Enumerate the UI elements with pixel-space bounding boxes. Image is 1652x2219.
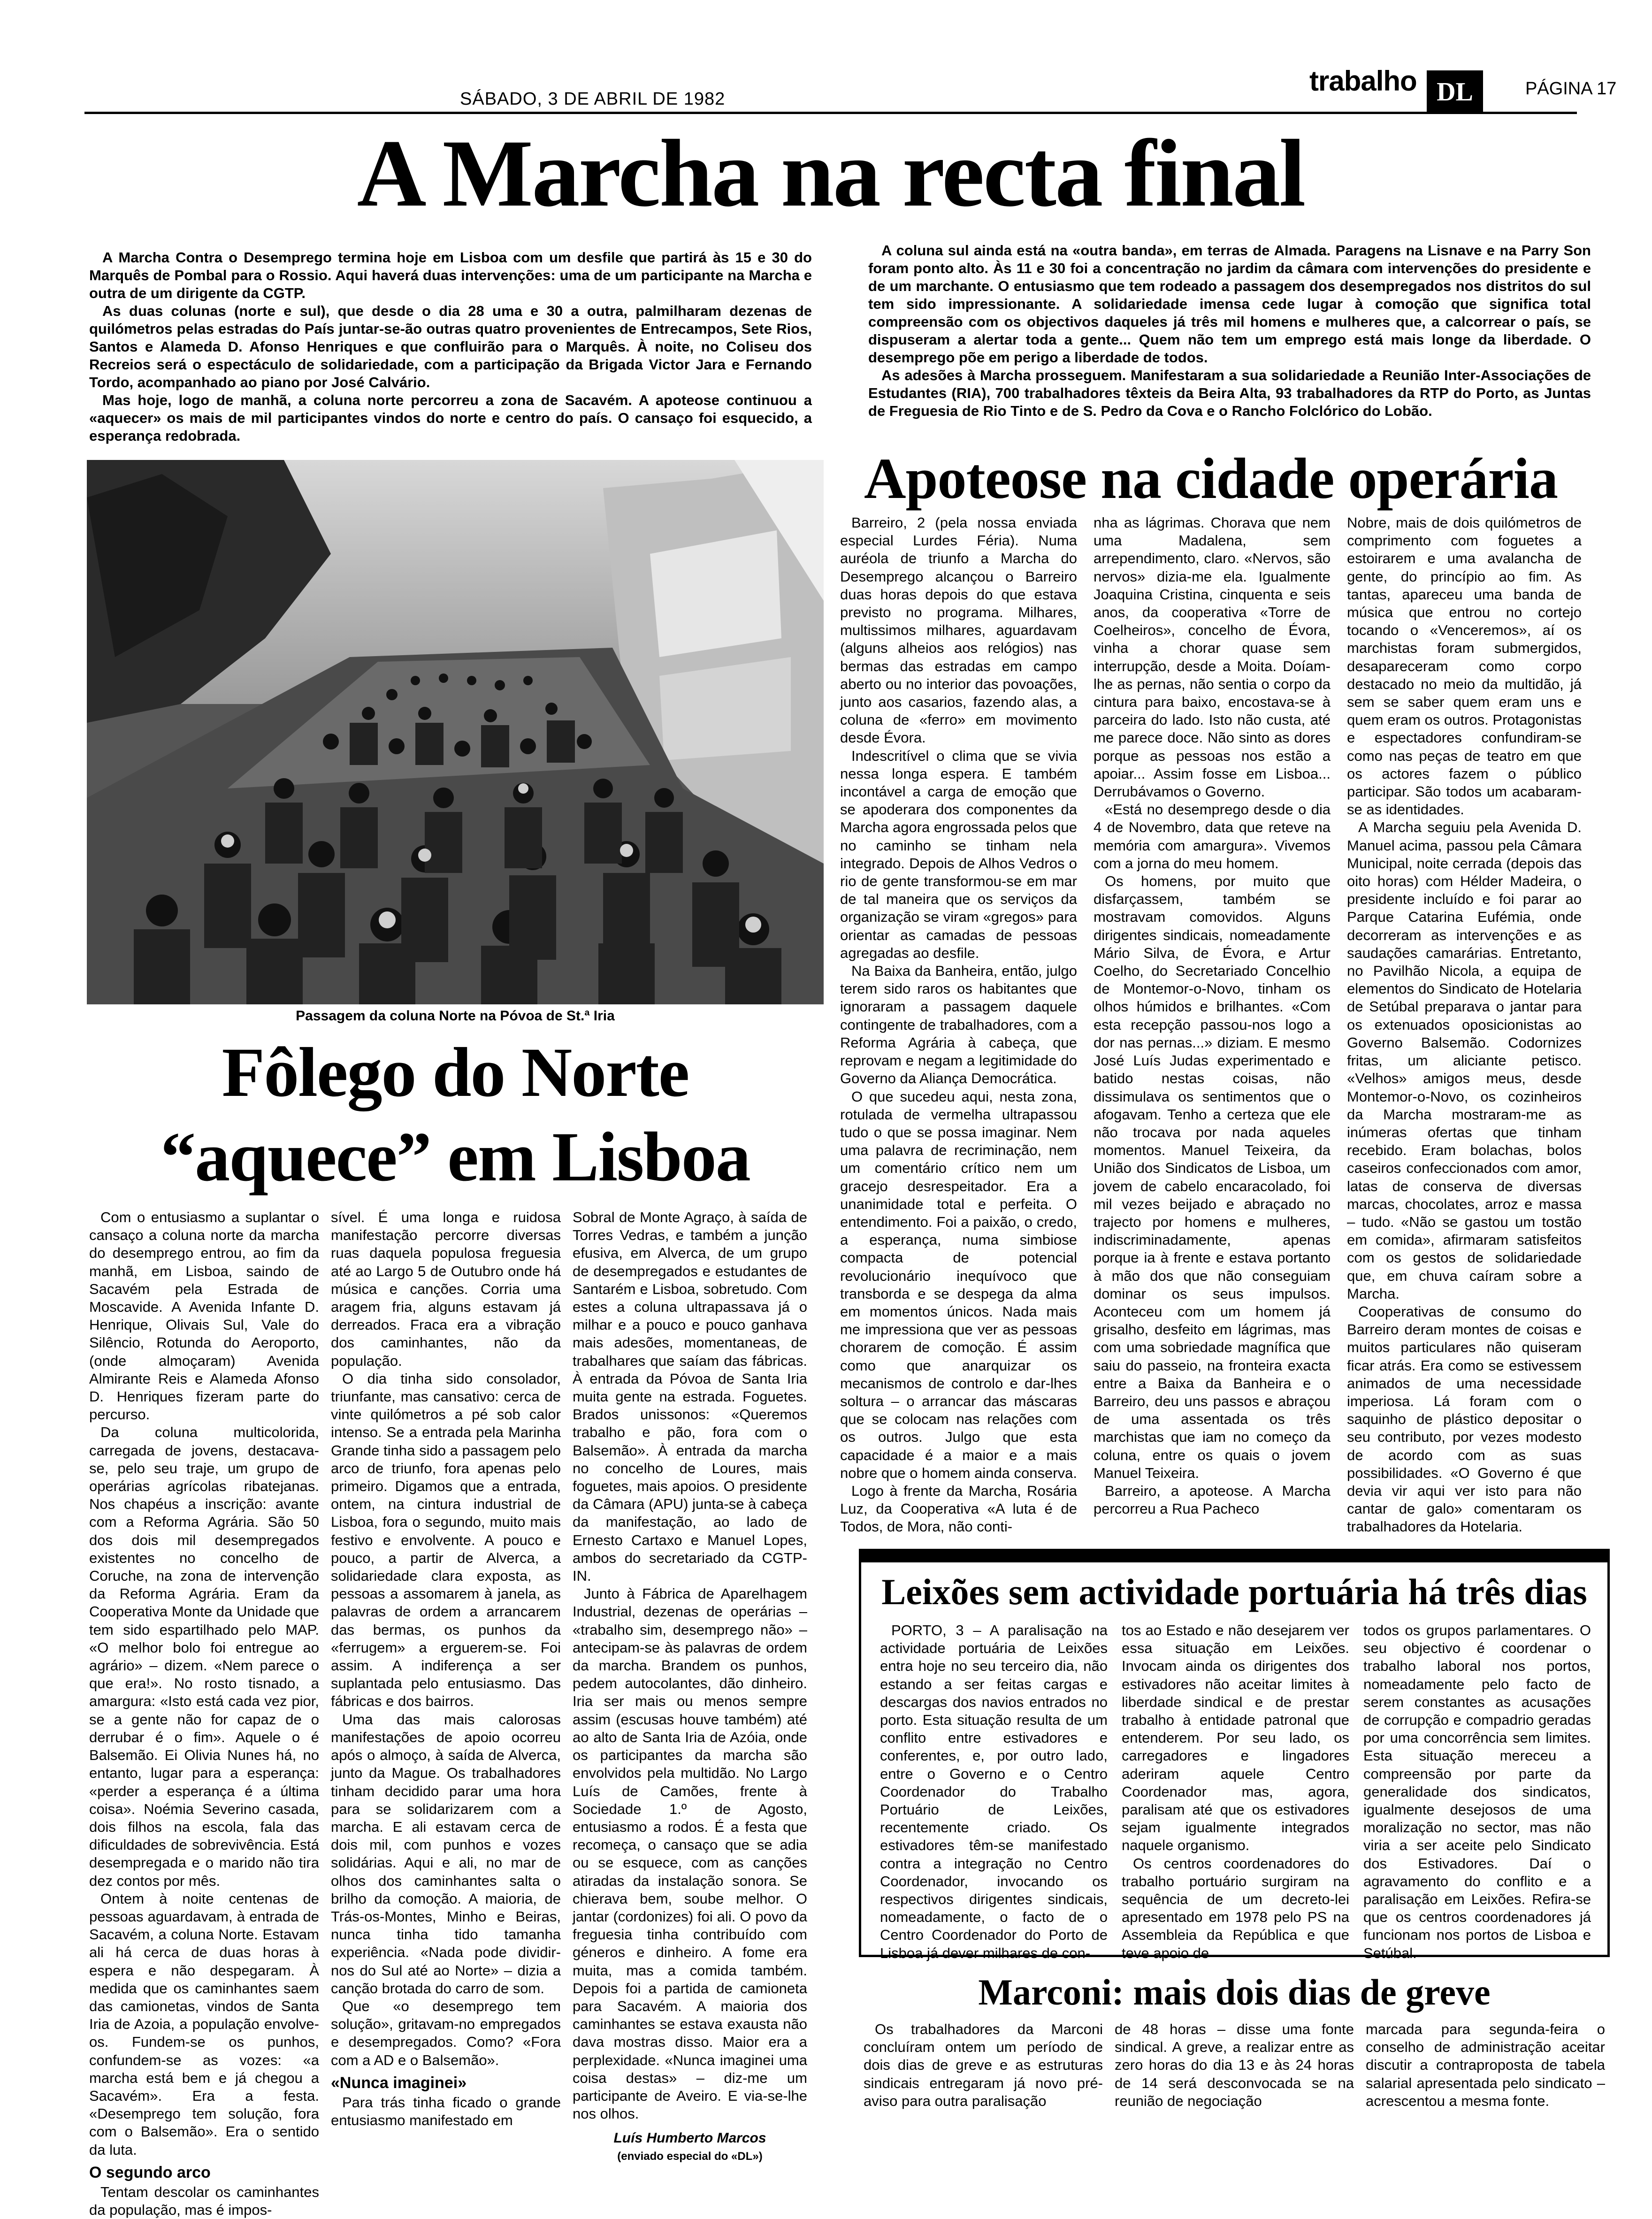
section-label: trabalho: [1309, 65, 1417, 97]
leixoes-headline: Leixões sem actividade portuária há três dias: [881, 1571, 1587, 1612]
folego-paragraph: Da coluna multicolorida, carregada de jovens, destacava-se, pelo seu traje, um grupo de operárias agrícolas ribatejanas. Nos chapéus a inscrição: avante com a Reforma Agrária. São 50 dos dois mil desempregados existentes no concelho de Coruche, na zona de intervenção da Reforma Agrária. Eram da Cooperativa Monte da Unidade que tem sido espartilhado pelo MAP. «O melhor bolo foi entregue ao agrário» – dizem. «Nem parece o que era!». No rosto tisnado, a amargura: «Isto está cada vez pior, se a gente não for capaz de o derrubar é o fim». Aquele o é Balsemão. Ei Olivia Nunes há, no entanto, lugar para a esperança: «perder a esperança é a última coisa». Noémia Severino casada, dois filhos na escola, fala das dificuldades de sobrevivência. Está desempregada e o marido não tira dez contos por mês.: [89, 1424, 319, 1889]
leixoes-box: [859, 1549, 1610, 1961]
apoteose-paragraph: Barreiro, 2 (pela nossa enviada especial Lurdes Féria). Numa auréola de triunfo a Marcha do Desemprego alcançou o Barreiro duas horas depois do que estava previsto no programa. Milhares, multissimos milhares, aguardavam (alguns alheios aos relógios) nas bermas das estradas em campo aberto ou no interior das povoações, junto aos casarios, fazendo alas, a coluna de «ferro» em movimento desde Évora.: [840, 514, 1077, 746]
lead-left: [89, 249, 812, 445]
folego-paragraph: sível. É uma longa e ruidosa manifestação percorre diversas ruas daquela populosa freguesia até ao Largo 5 de Outubro onde há música e canções. Corria uma aragem fria, alguns estavam já derreados. Fraca era a vibração dos caminhantes, não da população.: [331, 1209, 561, 1369]
logo-text: DL: [1437, 77, 1473, 107]
folego-column-1: [89, 1209, 319, 2219]
lead-right: [868, 242, 1591, 420]
marconi-paragraph: marcada para segunda-feira o conselho de administração aceitar discutir a contraproposta de tabela salarial apresentada pelo sindicato – acrescentou a mesma fonte.: [1366, 2021, 1605, 2109]
leixoes-paragraph: todos os grupos parlamentares. O seu objectivo é coordenar o trabalho laboral nos portos, nomeadamente pelo facto de serem constantes as acusações de corrupção e compadrio geradas por uma concorrência sem limites. Esta situação mereceu a compreensão por parte da generalidade dos sindicatos, igualmente desejosos de uma moralização no sector, mas não viria a ser aceite pelo Sindicato dos Estivadores. Daí o agravamento do conflito e a paralisação em Leixões. Refira-se que os centros coordenadores já funcionam nos portos de Lisboa e Setúbal.: [1363, 1622, 1591, 1961]
folego-column-3: [573, 1209, 807, 2165]
lead-left-paragraph: As duas colunas (norte e sul), que desde o dia 28 uma e 30 a outra, palmilharam dezenas de quilómetros pelas estradas do País juntar-se-ão outras quatro provenientes de Entrecampos, Sete Rios, Santos e Alameda D. Afonso Henriques e que confluirão para o Marquês. À noite, no Coliseu dos Recreios será o espectáculo de solidariedade, com a participação da Brigada Victor Jara e Fernando Tordo, acompanhado ao piano por José Calvário.: [89, 303, 812, 390]
lead-right-paragraph: As adesões à Marcha prosseguem. Manifestaram a sua solidariedade a Reunião Inter-Associações de Estudantes (RIA), 700 trabalhadores têxteis da Beira Alta, 93 trabalhadores da RTP do Porto, as Juntas de Freguesia de Rio Tinto e de S. Pedro da Cova e o Rancho Folclórico do Lobão.: [868, 367, 1591, 419]
leixoes-column-3: [1363, 1622, 1591, 1962]
marconi-paragraph: de 48 horas – disse uma fonte sindical. A greve, a realizar entre as zero horas do dia 13 e às 24 horas de 14 será desconvocada se na reunião de negociação: [1115, 2021, 1354, 2109]
header-date: SÁBADO, 3 DE ABRIL DE 1982: [460, 89, 726, 109]
apoteose-column-1: [840, 514, 1077, 1536]
folego-paragraph: Que «o desemprego tem solução», gritavam-no empregados e desempregados. Como? «Fora com a AD e o Balsemão».: [331, 1997, 561, 2068]
main-headline: A Marcha na recta final: [357, 120, 1305, 227]
crowd-photo-image: [87, 460, 824, 1004]
marconi-column-2: [1115, 2020, 1354, 2110]
apoteose-paragraph: Os homens, por muito que disfarçassem, também se mostravam comovidos. Alguns dirigentes sindicais, nomeadamente Mário Silva, de Évora, e Artur Coelho, do Secretariado Concelhio de Montemor-o-Novo, tinham os olhos húmidos e brilhantes. «Com esta recepção passou-nos logo a dor nas pernas...» diziam. E mesmo José Luís Judas experimentado e batido nestas coisas, não dissimulava os sentimentos que o afogavam. Tenho a certeza que ele não trocava por nada aqueles momentos. Manuel Teixeira, da União dos Sindicatos de Lisboa, um jovem de cabelo encaracolado, foi mil vezes beijado e abraçado no trajecto por homens e mulheres, indiscriminadamente, apenas porque ia à frente e estava portanto à mão dos que não conseguiam dominar os seus impulsos. Aconteceu com um homem já grisalho, desfeito em lágrimas, mas com uma sobriedade magnífica que saiu do passeio, na fronteira exacta entre a Baixa da Banheira e o Barreiro, deu uns passos e abraçou de uma assentada os três marchistas que iam no começo da coluna, entre os quais o jovem Manuel Teixeira.: [1094, 873, 1331, 1481]
apoteose-paragraph: A Marcha seguiu pela Avenida D. Manuel acima, passou pela Câmara Municipal, noite cerrada (depois das oito horas) com Hélder Madeira, o presidente incluído e foi parar ao Parque Catarina Eufémia, onde decorreram as intervenções e as saudações camarárias. Entretanto, no Pavilhão Nicola, a equipa de elementos do Sindicato de Hotelaria de Setúbal preparava o jantar para os extenuados oposicionistas ao Governo Balsemão. Codornizes fritas, um aliciante petisco. «Velhos» amigos meus, desde Montemor-o-Novo, os cozinheiros da Marcha mostraram-me as inúmeras ofertas que tinham recebido. Eram bolachas, bolos caseiros confeccionados com amor, latas de conserva de diversas marcas, chocolates, arroz e massa – tudo. «Não se gastou um tostão em comida», afirmaram satisfeitos com os gestos de solidariedade que, em chuva caíram sobre a Marcha.: [1347, 819, 1582, 1302]
leixoes-column-1: [880, 1622, 1108, 1962]
folego-headline-line1: Fôlego do Norte: [222, 1033, 689, 1111]
apoteose-paragraph: Indescritível o clima que se vivia nessa longa espera. E também incontável a carga de emoção que se apoderara dos componentes da Marcha agora engrossada pelos que no caminho se tinham nela integrado. Depois de Alhos Vedros o rio de gente transformou-se em mar de tal maneira que os serviços da organização se viram «gregos» para orientar as camadas de pessoas agregadas ao desfile.: [840, 747, 1077, 961]
newspaper-logo: [1427, 70, 1483, 114]
author-signature: Luís Humberto Marcos: [613, 2130, 766, 2146]
folego-subheading: «Nunca imaginei»: [331, 2074, 467, 2092]
apoteose-column-3: [1347, 514, 1582, 1536]
apoteose-paragraph: «Está no desemprego desde o dia 4 de Novembro, data que reteve na memória com amargura». Vivemos com a jorna do meu homem.: [1094, 801, 1331, 872]
apoteose-paragraph: Barreiro, a apoteose. A Marcha percorreu a Rua Pacheco: [1094, 1482, 1331, 1517]
folego-paragraph: Tentam descolar os caminhantes da população, mas é impos-: [89, 2183, 319, 2219]
lead-left-paragraph: Mas hoje, logo de manhã, a coluna norte percorreu a zona de Sacavém. A apoteose continuou a «aquecer» os mais de mil participantes vindos do norte e centro do país. O cansaço foi esquecido, a esperança redobrada.: [89, 392, 812, 444]
folego-paragraph: Uma das mais calorosas manifestações de apoio ocorreu após o almoço, à saída de Alverca, junto da Mague. Os trabalhadores tinham decidido parar uma hora para se solidarizarem com a marcha. E ali estavam cerca de dois mil, com punhos e vozes solidárias. Aqui e ali, no mar de olhos dos caminhantes salta o brilho da comoção. A maioria, de Trás-os-Montes, Minho e Beiras, nunca tinha tido tamanha experiência. «Nada pode dividir-nos do Sul até ao Norte» – dizia a canção brotada do carro de som.: [331, 1711, 561, 1997]
apoteose-column-2: [1094, 514, 1331, 1518]
page-number: PÁGINA 17: [1525, 79, 1617, 99]
apoteose-paragraph: Nobre, mais de dois quilómetros de comprimento com foguetes a estoirarem e uma avalancha de gente, do princípio ao fim. As tantas, apareceu uma banda de música que entrou no cortejo tocando o «Venceremos», aí os marchistas foram submergidos, desapareceram como corpo destacado no meio da multidão, já sem se saber quem eram uns e quem eram os outros. Protagonistas e espectadores confundiram-se como nas peças de teatro em que os actores fazem o público participar. São todos um acabaram-se as identidades.: [1347, 514, 1582, 818]
march-photo: [87, 460, 824, 1004]
apoteose-headline: Apoteose na cidade operária: [864, 446, 1558, 511]
folego-paragraph: O dia tinha sido consolador, triunfante, mas cansativo: cerca de vinte quilómetros a pé sob calor intenso. Se a entrada pela Marinha Grande tinha sido a passagem pelo arco de triunfo, fora apenas pelo primeiro. Digamos que a entrada, ontem, na cintura industrial de Lisboa, fora o segundo, muito mais festivo e envolvente. A pouco e pouco, a partir de Alverca, a solidariedade clara exposta, as pessoas a assomarem à janela, as palavras de ordem a arrancarem das bermas, os punhos da «ferrugem» a erguerem-se. Foi assim. A indiferença a ser suplantada pelo entusiasmo. Das fábricas e dos bairros.: [331, 1370, 561, 1710]
header-rule: [84, 112, 1577, 114]
leixoes-top-band: [861, 1551, 1607, 1562]
folego-paragraph: Com o entusiasmo a suplantar o cansaço a coluna norte da marcha do desemprego entrou, ao fim da manhã, em Lisboa, saindo de Sacavém pela Estrada de Moscavide. A Avenida Infante D. Henrique, Olivais Sul, Vale do Silêncio, Rotunda do Aeroporto, (onde almoçaram) Avenida Almirante Reis e Alameda Afonso D. Henriques fizeram parte do percurso.: [89, 1209, 319, 1423]
marconi-paragraph: Os trabalhadores da Marconi concluíram ontem um período de dois dias de greve e as estruturas sindicais entregaram já novo pré-aviso para outra paralisação: [864, 2021, 1103, 2109]
folego-paragraph: Sobral de Monte Agraço, à saída de Torres Vedras, e também a junção efusiva, em Alverca, de um grupo de desempregados e estudantes de Santarém e Lisboa, sobretudo. Com estes a coluna ultrapassava já o milhar e a pouco e pouco ganhava mais adesões, momentaneas, de trabalhares que saíam das fábricas. À entrada da Póvoa de Santa Iria muita gente na estrada. Foguetes. Brados unissonos: «Queremos trabalho e pão, fora com o Balsemão». À entrada da marcha no concelho de Loures, mais foguetes, mais apoios. O presidente da Câmara (APU) junta-se à cabeça da manifestação, ao lado de Ernesto Cartaxo e Manuel Lopes, ambos do secretariado da CGTP-IN.: [573, 1209, 807, 1584]
folego-headline-line2: “aquece” em Lisboa: [161, 1118, 750, 1196]
marconi-column-1: [864, 2020, 1103, 2110]
folego-paragraph: Junto à Fábrica de Aparelhagem Industrial, dezenas de operárias – «trabalho sim, desemprego não» – antecipam-se às palavras de ordem da marcha. Brandem os punhos, pedem autocolantes, dão dinheiro. Iria ser mais ou menos sempre assim (escusas houve também) até ao alto de Santa Iria de Azóia, onde os participantes da marcha são envolvidos pela multidão. No Largo Luís de Camões, frente à Sociedade 1.º de Agosto, entusiasmo a rodos. É a festa que recomeça, o cansaço que se adia ou se esquece, com as canções atiradas da instalação sonora. Se chierava bem, soube melhor. O jantar (cordonizes) foi ali. O povo da freguesia tinha contribuído com géneros e dinheiro. A fome era muita, mas a comida também. Depois foi a partida de camioneta para Sacavém. A maioria dos caminhantes se estava exausta não dava mostras disso. Maior era a perplexidade. «Nunca imaginei uma coisa destas» – diz-me um participante de Aveiro. E via-se-lhe nos olhos.: [573, 1585, 807, 2122]
apoteose-paragraph: nha as lágrimas. Chorava que nem uma Madalena, sem arrependimento, claro. «Nervos, são nervos» dizia-me ela. Igualmente Joaquina Cristina, cinquenta e seis anos, da cooperativa «Torre de Coelheiros», concelho de Évora, vinha a chorar quase sem interrupção, desde a Moita. Doíam-lhe as pernas, não sentia o corpo da cintura para baixo, encostava-se à parceira do lado. Isto não custa, até me parece doce. Não sinto as dores porque as pessoas nos estão a apoiar... Assim fosse em Lisboa... Derrubávamos o Governo.: [1094, 514, 1331, 800]
marconi-headline: Marconi: mais dois dias de greve: [978, 1972, 1491, 2012]
lead-right-paragraph: A coluna sul ainda está na «outra banda», em terras de Almada. Paragens na Lisnave e na Parry Son foram ponto alto. Às 11 e 30 foi a concentração no jardim da câmara com intervenções do presidente e de um marchante. O entusiasmo que tem rodeado a passagem dos desempregados nos distritos do sul tem sido impressionante. A solidariedade imensa cede lugar à comoção que significa total compreensão com os objectivos daqueles já três mil homens e mulheres que, a calcorrear o país, se dispuseram a alertar toda a gente... Quem não tem um emprego está mais longe da liberdade. O desemprego põe em perigo a liberdade de todos.: [868, 242, 1591, 366]
apoteose-paragraph: O que sucedeu aqui, nesta zona, rotulada de vermelha ultrapassou tudo o que se possa imaginar. Nem uma palavra de recriminação, nem um comentário crítico nem um gracejo desrespeitador. Era a unanimidade total e perfeita. O entendimento. Foi a paixão, o credo, a esperança, numa simbiose compacta de potencial revolucionário inequívoco que transborda e se despega da alma em momentos únicos. Nada mais me impressiona que ver as pessoas chorarem de comoção. É assim como que anarquizar os mecanismos de controlo e dar-lhes soltura – o arrancar das máscaras que se colocam nas relações com os outros. Julgo que esta capacidade é a maior e a mais nobre que o homem ainda conserva.: [840, 1088, 1077, 1481]
leixoes-column-2: [1122, 1622, 1349, 1962]
photo-caption: Passagem da coluna Norte na Póvoa de St.ª Iria: [296, 1008, 615, 1024]
folego-subheading: O segundo arco: [89, 2163, 211, 2181]
apoteose-paragraph: Logo à frente da Marcha, Rosária Luz, da Cooperativa «A luta é de Todos, de Mora, não conti-: [840, 1482, 1077, 1535]
leixoes-paragraph: PORTO, 3 – A paralisação na actividade portuária de Leixões entra hoje no seu terceiro dia, não estando a ser feitas cargas e descargas dos navios entrados no porto. Esta situação resulta de um conflito entre estivadores e conferentes, e, por outro lado, entre o Governo e o Centro Coordenador do Trabalho Portuário de Leixões, recentemente criado. Os estivadores têm-se manifestado contra a integração no Centro Coordenador, invocando os respectivos dirigentes sindicais, nomeadamente, o facto de o Centro Coordenador do Porto de Lisboa já dever milhares de con-: [880, 1622, 1108, 1961]
folego-column-2: [331, 1209, 561, 2129]
leixoes-paragraph: tos ao Estado e não desejarem ver essa situação em Leixões. Invocam ainda os dirigentes dos estivadores não aceitar limites à liberdade sindical e de prestar trabalho à entidade patronal que entenderem. Por seu lado, os carregadores e lingadores aderiram aquele Centro Coordenador mas, agora, paralisam até que os estivadores sejam igualmente integrados naquele organismo.: [1122, 1622, 1349, 1854]
apoteose-paragraph: Cooperativas de consumo do Barreiro deram montes de coisas e muitos particulares não quiseram ficar atrás. Era como se estivessem animados de uma necessidade imperiosa. Lá foram com o saquinho de plástico depositar o seu contributo, por vezes modesto de acordo com as suas possibilidades. «O Governo é que devia vir aqui ver isto para não cantar de galo» comentaram os trabalhadores da Hotelaria.: [1347, 1303, 1582, 1535]
leixoes-paragraph: Os centros coordenadores do trabalho portuário surgiram na sequência de um decreto-lei apresentado em 1978 pelo PS na Assembleia da República e que teve apoio de: [1122, 1855, 1349, 1961]
lead-left-paragraph: A Marcha Contra o Desemprego termina hoje em Lisboa com um desfile que partirá às 15 e 30 do Marquês de Pombal para o Rossio. Aqui haverá duas intervenções: uma de um participante na Marcha e outra de um dirigente da CGTP.: [89, 249, 812, 301]
author-note: (enviado especial do «DL»): [617, 2150, 763, 2163]
marconi-column-3: [1366, 2020, 1605, 2110]
folego-paragraph: Para trás tinha ficado o grande entusiasmo manifestado em: [331, 2094, 561, 2129]
folego-paragraph: Ontem à noite centenas de pessoas aguardavam, à entrada de Sacavém, a coluna Norte. Estavam ali há cerca de duas horas à espera e não despegaram. À medida que os caminhantes saem das camionetas, vindos de Santa Iria de Azoia, a população envolve-os. Fundem-se os punhos, confundem-se as vozes: «a marcha está bem e já chegou a Sacavém». Era a festa. «Desemprego tem solução, fora com o Balsemão». Era o sentido da luta.: [89, 1890, 319, 2158]
apoteose-paragraph: Na Baixa da Banheira, então, julgo terem sido raros os habitantes que ignoraram a passagem daquele contingente de trabalhadores, com a Reforma Agrária à cabeça, que reprovam e negam a legitimidade do Governo da Aliança Democrática.: [840, 963, 1077, 1087]
